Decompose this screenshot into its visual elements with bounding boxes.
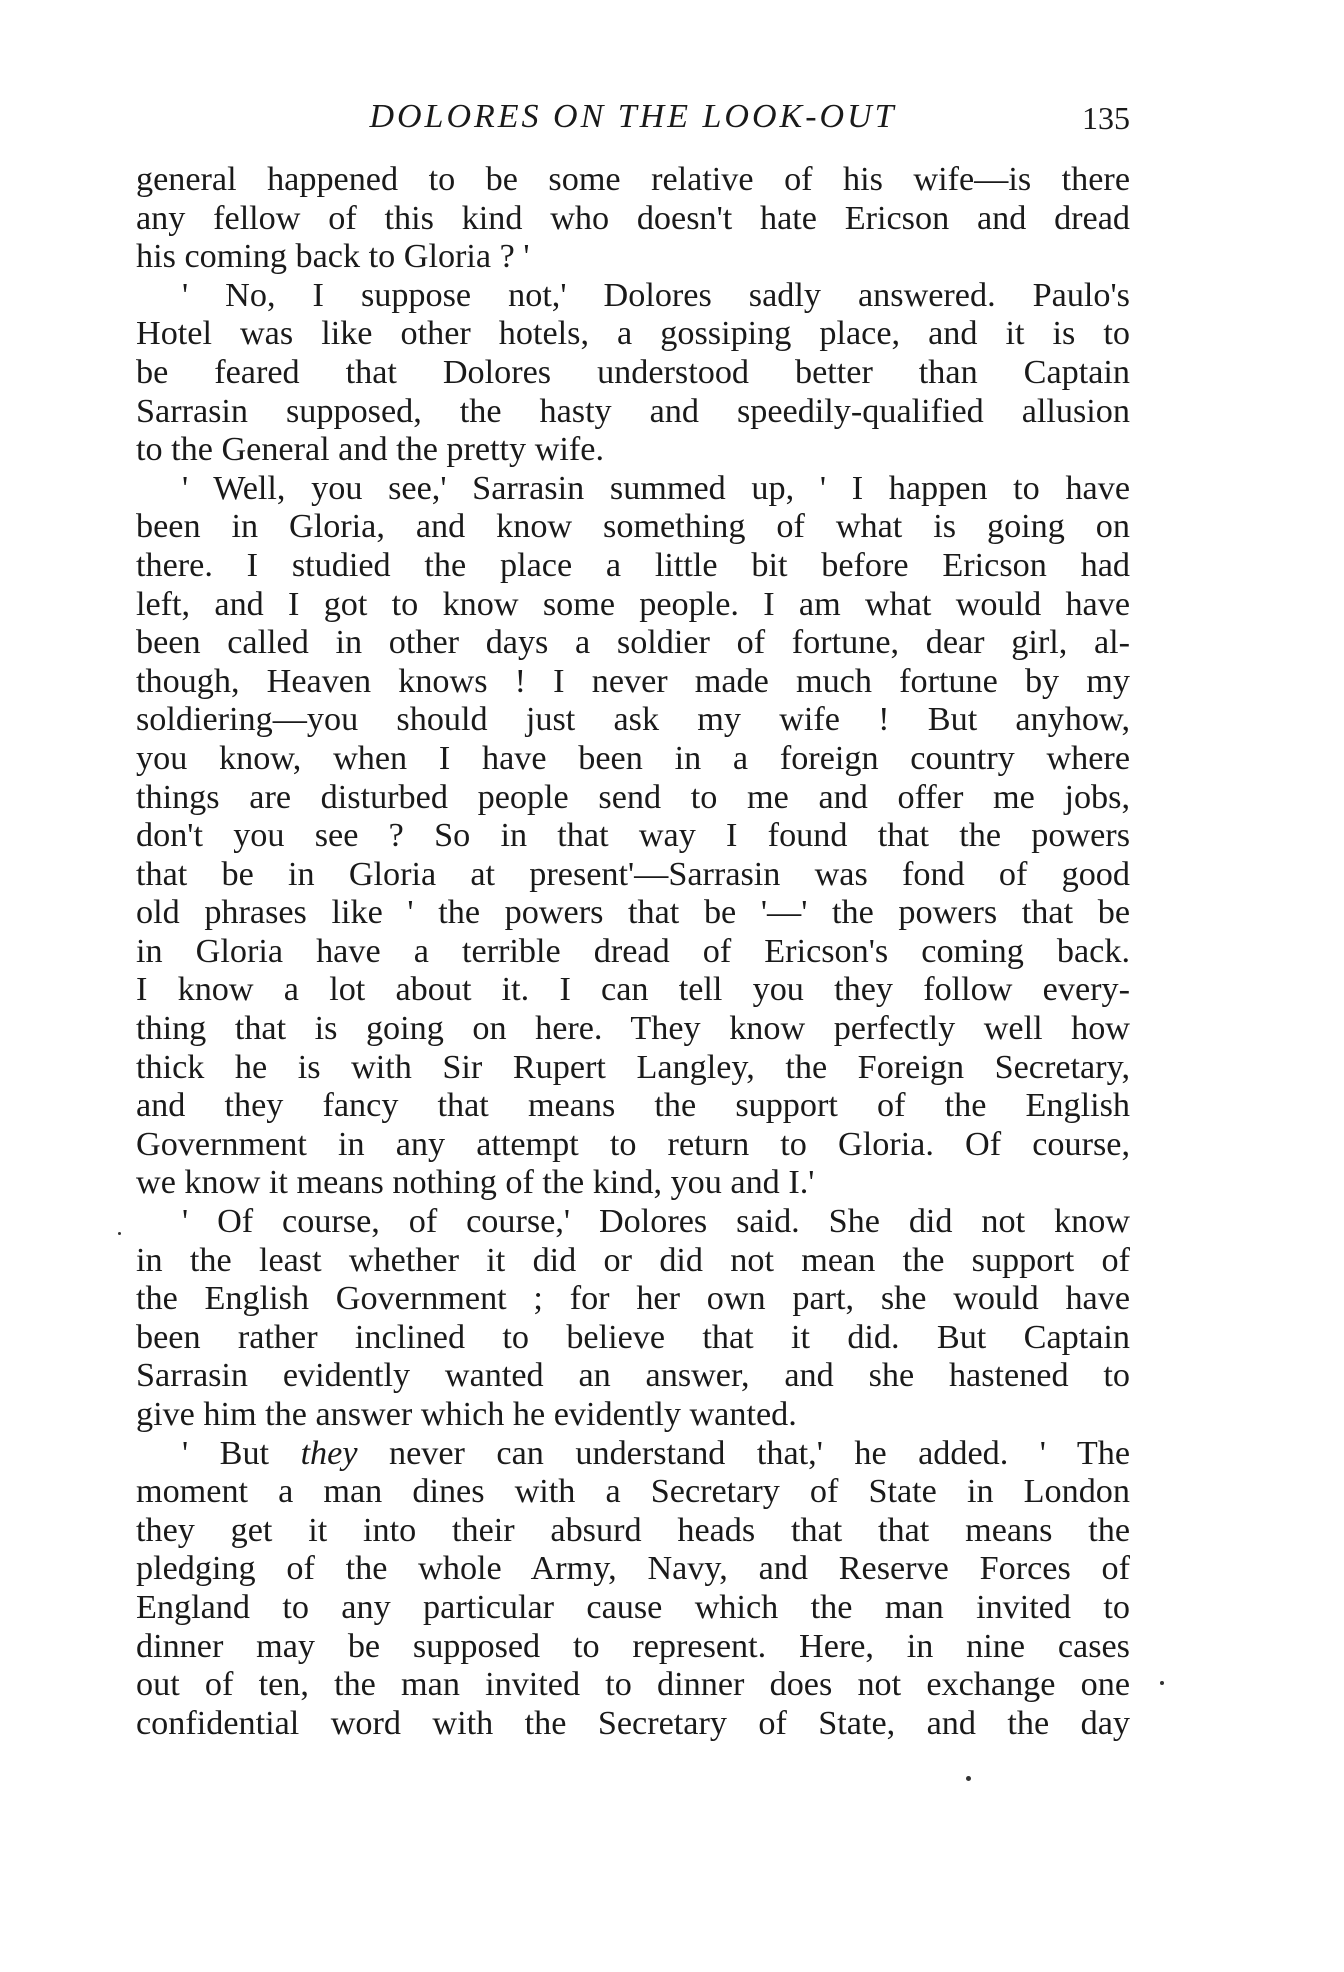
text-line: there. I studied the place a little bit before Ericson had — [136, 546, 1130, 584]
body-text — [136, 161, 1130, 1743]
text-line: and they fancy that means the support of the English — [136, 1087, 1130, 1125]
text-line: you know, when I have been in a foreign country where — [136, 739, 1130, 777]
text-line: the English Government ; for her own part, she would have — [136, 1280, 1130, 1318]
text-line: his coming back to Gloria ? ' — [136, 238, 530, 276]
page-number: 135 — [1082, 100, 1130, 136]
text-line: confidential word with the Secretary of State, and the day — [136, 1704, 1130, 1742]
text-line: I know a lot about it. I can tell you they follow every- — [136, 971, 1130, 1009]
text-line: ' Of course, of course,' Dolores said. She did not know — [182, 1203, 1130, 1241]
text-fragment: never can understand that,' he added. ' The — [357, 1434, 1130, 1472]
italic-word: they — [300, 1434, 358, 1472]
running-title: DOLORES ON THE LOOK-OUT — [369, 98, 897, 135]
text-line: been in Gloria, and know something of what is going on — [136, 508, 1130, 546]
text-line: thing that is going on here. They know perfectly well how — [136, 1010, 1130, 1048]
text-line: any fellow of this kind who doesn't hate Ericson and dread — [136, 199, 1130, 237]
text-line: moment a man dines with a Secretary of State in London — [136, 1473, 1130, 1511]
text-line: thick he is with Sir Rupert Langley, the Foreign Secretary, — [136, 1048, 1130, 1086]
text-line: be feared that Dolores understood better than Captain — [136, 353, 1130, 391]
text-line: Sarrasin evidently wanted an answer, and she hastened to — [136, 1357, 1130, 1395]
text-line: England to any particular cause which the man invited to — [136, 1588, 1130, 1626]
text-line: soldiering—you should just ask my wife ! But anyhow, — [136, 701, 1130, 739]
text-line: old phrases like ' the powers that be '—' the powers that be — [136, 894, 1130, 932]
text-line: to the General and the pretty wife. — [136, 431, 604, 469]
text-line: dinner may be supposed to represent. Here, in nine cases — [136, 1627, 1130, 1665]
text-line: Sarrasin supposed, the hasty and speedily-qualified allusion — [136, 392, 1130, 430]
text-fragment: ' But — [182, 1434, 301, 1472]
text-line: that be in Gloria at present'—Sarrasin was fond of good — [136, 855, 1130, 893]
text-line: out of ten, the man invited to dinner does not exchange one — [136, 1666, 1130, 1704]
text-line: though, Heaven knows ! I never made much fortune by my — [136, 662, 1130, 700]
text-line: ' No, I suppose not,' Dolores sadly answered. Paulo's — [182, 276, 1130, 314]
running-head — [136, 98, 1130, 142]
text-line: pledging of the whole Army, Navy, and Reserve Forces of — [136, 1550, 1130, 1588]
margin-speck — [1160, 1681, 1164, 1685]
text-line: things are disturbed people send to me and offer me jobs, — [136, 778, 1130, 816]
text-line: we know it means nothing of the kind, you and I.' — [136, 1164, 815, 1202]
page-speck — [966, 1776, 971, 1781]
text-line: in the least whether it did or did not mean the support of — [136, 1241, 1130, 1279]
text-line: general happened to be some relative of his wife—is there — [136, 161, 1130, 198]
text-line: don't you see ? So in that way I found that the powers — [136, 817, 1130, 855]
text-line: ' Well, you see,' Sarrasin summed up, ' I happen to have — [182, 469, 1130, 507]
text-line: they get it into their absurd heads that that means the — [136, 1511, 1130, 1549]
text-line: in Gloria have a terrible dread of Ericson's coming back. — [136, 932, 1130, 970]
text-line: been called in other days a soldier of fortune, dear girl, al- — [136, 624, 1130, 662]
margin-speck — [118, 1232, 121, 1235]
text-line: Hotel was like other hotels, a gossiping place, and it is to — [136, 315, 1130, 353]
text-line-italic — [136, 1435, 1130, 1474]
text-line: been rather inclined to believe that it did. But Captain — [136, 1318, 1130, 1356]
text-line: Government in any attempt to return to Gloria. Of course, — [136, 1125, 1130, 1163]
text-line: left, and I got to know some people. I am what would have — [136, 585, 1130, 623]
text-line: give him the answer which he evidently wanted. — [136, 1396, 797, 1433]
